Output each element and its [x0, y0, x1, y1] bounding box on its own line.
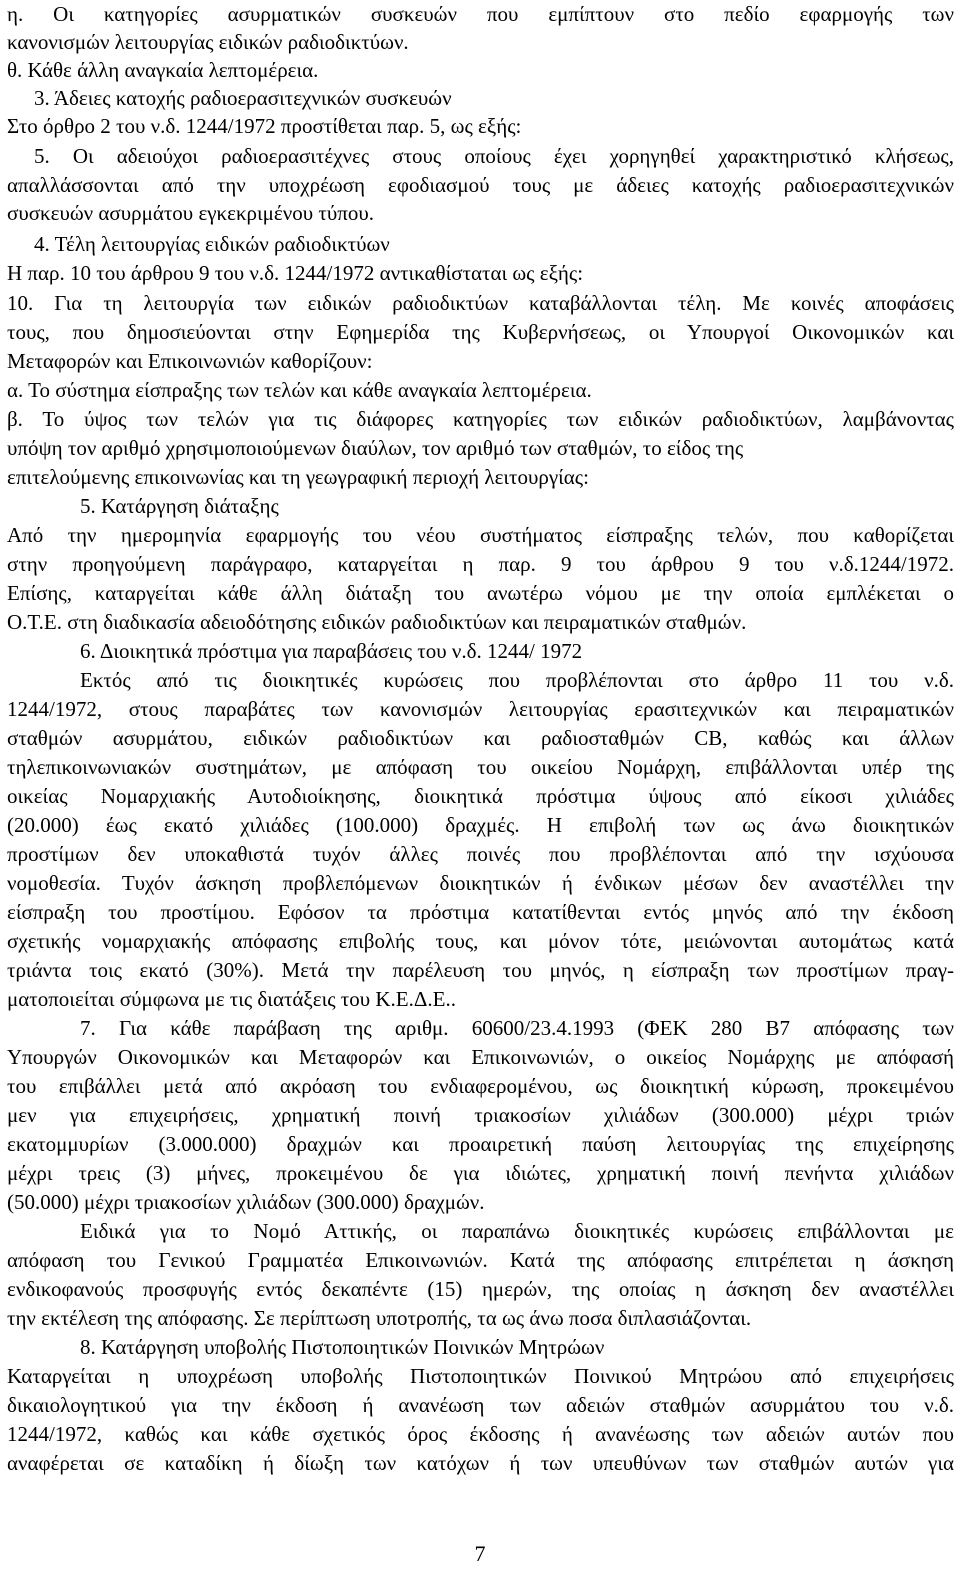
text-line: 7. Για κάθε παράβαση της αριθμ. 60600/23.4.1993 (ΦΕΚ 280 Β7 απόφασης των: [80, 1016, 954, 1040]
text-line: συσκευών ασυρμάτου εγκεκριμένου τύπου.: [7, 201, 374, 225]
text-line: Εκτός από τις διοικητικές κυρώσεις που προβλέπονται στο άρθρο 11 του ν.δ.: [80, 668, 954, 692]
text-line: υπόψη τον αριθμό χρησιμοποιούμενων διαύλων, τον αριθμό των σταθμών, το είδος της: [7, 436, 744, 460]
text-line: στην προηγούμενη παράγραφο, καταργείται η παρ. 9 του άρθρου 9 του ν.δ.1244/1972.: [7, 552, 954, 576]
text-line: την εκτέλεση της απόφασης. Σε περίπτωση υποτροπής, τα ως άνω ποσα διπλασιάζονται.: [7, 1306, 752, 1330]
text-line: εκατομμυρίων (3.000.000) δραχμών και προαιρετική παύση λειτουργίας της επιχείρησης: [7, 1132, 954, 1156]
text-line: οικείας Νομαρχιακής Αυτοδιοίκησης, διοικητικά πρόστιμα ύψους από είκοσι χιλιάδες: [7, 784, 954, 808]
text-line: Υπουργών Οικονομικών και Μεταφορών και Επικοινωνιών, ο οικείος Νομάρχης με απόφασή: [7, 1045, 954, 1069]
text-line: Στο όρθρο 2 του ν.δ. 1244/1972 προστίθεται παρ. 5, ως εξής:: [7, 114, 522, 138]
text-line: Ο.Τ.Ε. στη διαδικασία αδειοδότησης ειδικών ραδιοδικτύων και πειραματικών σταθμών.: [7, 610, 747, 634]
text-line: προστίμων δεν υποκαθιστά τυχόν άλλες ποινές που προβλέπονται από την ισχύουσα: [7, 842, 954, 866]
section-heading: 6. Διοικητικά πρόστιμα για παραβάσεις του ν.δ. 1244/ 1972: [80, 639, 583, 663]
text-line: ματοποιείται σύμφωνα με τις διατάξεις του Κ.Ε.Δ.Ε..: [7, 987, 456, 1011]
text-line: νομοθεσία. Τυχόν άσκηση προβλεπόμενων διοικητικών ή ένδικων μέσων δεν αναστέλλει την: [7, 871, 954, 895]
page-number: 7: [474, 1541, 486, 1566]
text-line: τηλεπικοινωνιακών συστημάτων, με απόφαση του οικείου Νομάρχη, επιβάλλονται υπέρ της: [7, 755, 954, 779]
text-line: 10. Για τη λειτουργία των ειδικών ραδιοδικτύων καταβάλλονται τέλη. Με κοινές αποφάσεις: [7, 291, 954, 315]
text-line: τους, που δημοσιεύονται στην Εφημερίδα της Κυβερνήσεως, οι Υπουργοί Οικονομικών και: [7, 320, 954, 344]
text-line: β. Το ύψος των τελών για τις διάφορες κατηγορίες των ειδικών ραδιοδικτύων, λαμβάνοντας: [7, 407, 954, 431]
text-line: επιτελούμενης επικοινωνίας και τη γεωγραφική περιοχή λειτουργίας:: [7, 465, 589, 489]
text-line: σχετικής νομαρχιακής απόφασης επιβολής τους, και μόνον τότε, μειώνονται αυτομάτως κατά: [7, 929, 954, 953]
section-heading: 4. Τέλη λειτουργίας ειδικών ραδιοδικτύων: [34, 232, 390, 256]
text-line: η. Οι κατηγορίες ασυρματικών συσκευών που εμπίπτουν στο πεδίο εφαρμογής των: [7, 2, 954, 26]
text-line: Ειδικά για το Νομό Αττικής, οι παραπάνω διοικητικές κυρώσεις επιβάλλονται με: [80, 1219, 954, 1243]
text-line: θ. Κάθε άλλη αναγκαία λεπτομέρεια.: [7, 58, 319, 82]
text-line: κανονισμών λειτουργίας ειδικών ραδιοδικτύων.: [7, 30, 409, 54]
text-line: είσπραξη του προστίμου. Εφόσον τα πρόστιμα κατατίθενται εντός μηνός από την έκδοση: [7, 900, 954, 924]
text-line: 1244/1972, καθώς και κάθε σχετικός όρος έκδοσης ή ανανέωσης των αδειών αυτών που: [7, 1422, 954, 1446]
text-line: απαλλάσσονται από την υποχρέωση εφοδιασμού τους με άδειες κατοχής ραδιοερασιτεχνικών: [7, 173, 954, 197]
section-heading: 3. Άδειες κατοχής ραδιοερασιτεχνικών συσκευών: [34, 86, 452, 110]
text-line: δικαιολογητικού για την έκδοση ή ανανέωση των αδειών σταθμών ασυρμάτου του ν.δ.: [7, 1393, 954, 1417]
text-line: Επίσης, καταργείται κάθε άλλη διάταξη του ανωτέρω νόμου με την οποία εμπλέκεται ο: [7, 581, 954, 605]
text-line: ενδικοφανούς προσφυγής εντός δεκαπέντε (15) ημερών, της οποίας η άσκηση δεν αναστέλλει: [7, 1277, 954, 1301]
text-line: Καταργείται η υποχρέωση υποβολής Πιστοποιητικών Ποινικού Μητρώου από επιχειρήσεις: [7, 1364, 954, 1388]
text-line: 5. Οι αδειούχοι ραδιοερασιτέχνες στους οποίους έχει χορηγηθεί χαρακτηριστικό κλήσεως,: [34, 144, 954, 168]
section-heading: 8. Κατάργηση υποβολής Πιστοποιητικών Ποινικών Μητρώων: [80, 1335, 605, 1359]
section-heading: 5. Κατάργηση διάταξης: [80, 494, 279, 518]
text-line: (50.000) μέχρι τριακοσίων χιλιάδων (300.000) δραχμών.: [7, 1190, 485, 1214]
text-line: τριάντα τοις εκατό (30%). Μετά την παρέλευση του μηνός, η είσπραξη των προστίμων πραγ-: [7, 958, 954, 982]
text-line: (20.000) έως εκατό χιλιάδες (100.000) δραχμές. Η επιβολή των ως άνω διοικητικών: [7, 813, 954, 837]
text-line: μεν για επιχειρήσεις, χρηματική ποινή τριακοσίων χιλιάδων (300.000) μέχρι τριών: [7, 1103, 954, 1127]
text-line: αναφέρεται σε καταδίκη ή δίωξη των κατόχων ή των υπευθύνων των σταθμών αυτών για: [7, 1451, 954, 1475]
text-line: απόφαση του Γενικού Γραμματέα Επικοινωνιών. Κατά της απόφασης επιτρέπεται η άσκηση: [7, 1248, 954, 1272]
text-line: 1244/1972, στους παραβάτες των κανονισμών λειτουργίας ερασιτεχνικών και πειραματικών: [7, 697, 954, 721]
text-line: μέχρι τρεις (3) μήνες, προκειμένου δε για ιδιώτες, χρηματική ποινή πενήντα χιλιάδων: [7, 1161, 954, 1185]
text-line: Η παρ. 10 του άρθρου 9 του ν.δ. 1244/1972 αντικαθίσταται ως εξής:: [7, 261, 584, 285]
text-line: Μεταφορών και Επικοινωνιών καθορίζουν:: [7, 349, 373, 373]
text-line: Από την ημερομηνία εφαρμογής του νέου συστήματος είσπραξης τελών, που καθορίζεται: [7, 523, 954, 547]
text-line: σταθμών ασυρμάτου, ειδικών ραδιοδικτύων και ραδιοσταθμών CB, καθώς και άλλων: [7, 726, 954, 750]
text-line: του επιβάλλει μετά από ακρόαση του ενδιαφερομένου, ως διοικητική κύρωση, προκειμένου: [7, 1074, 954, 1098]
text-line: α. Το σύστημα είσπραξης των τελών και κάθε αναγκαία λεπτομέρεια.: [7, 378, 592, 402]
